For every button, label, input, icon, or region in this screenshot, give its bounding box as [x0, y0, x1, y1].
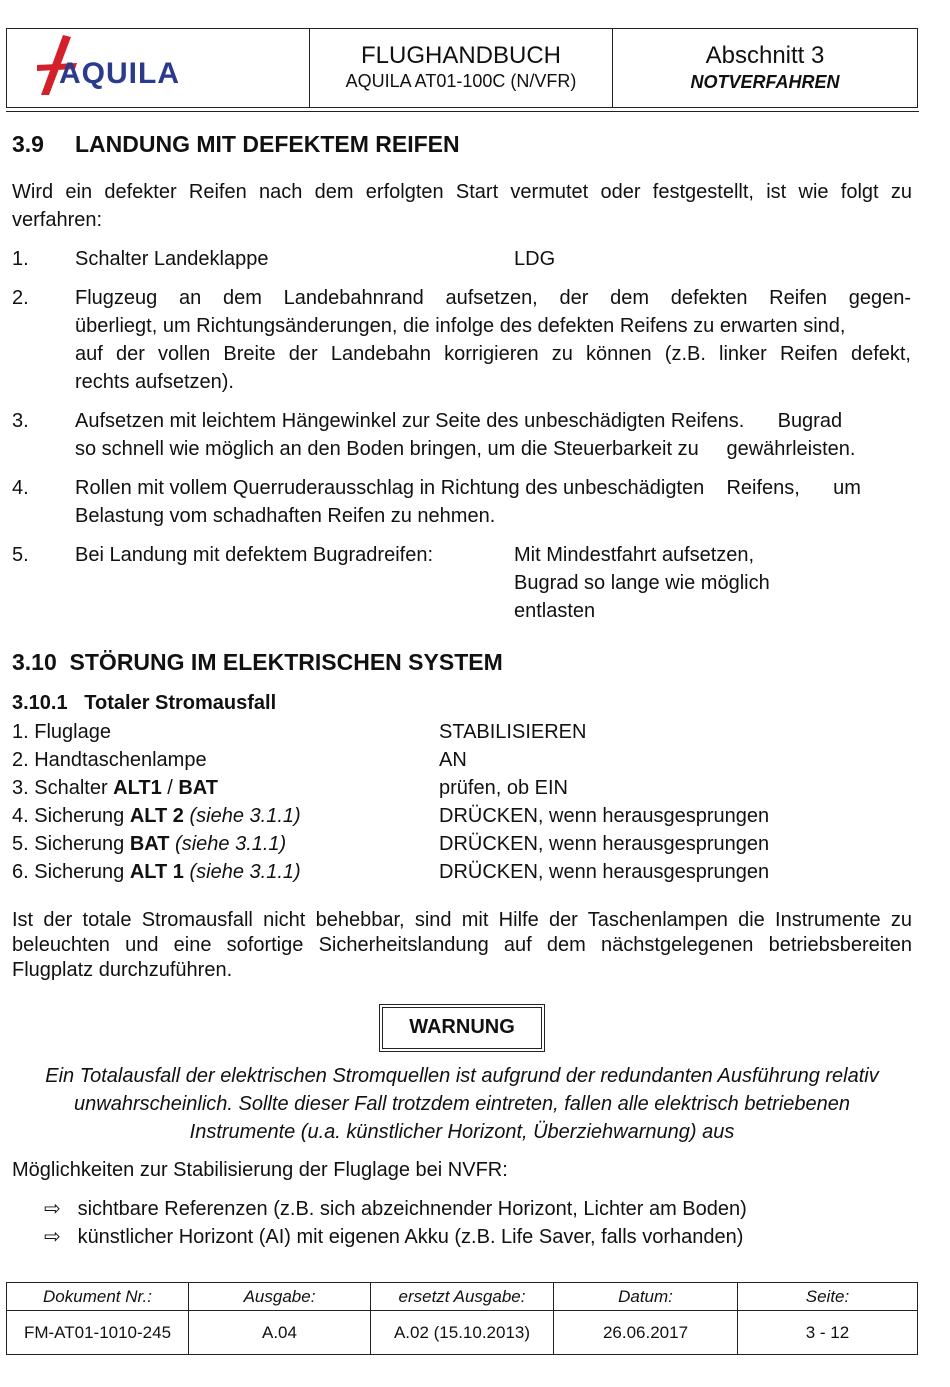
check-row-1-item: 1. Fluglage	[12, 721, 111, 743]
check-row-5-item: 5. Sicherung BAT (siehe 3.1.1)	[12, 833, 287, 855]
item-4-number: 4.	[12, 477, 29, 499]
item-3-line-1: Aufsetzen mit leichtem Hängewinkel zur Seite des unbeschädigten Reifens. Bugrad	[75, 410, 843, 432]
item-5-text: Bei Landung mit defektem Bugradreifen:	[75, 544, 433, 566]
footer-header-row	[7, 1283, 917, 1311]
option-1	[44, 1195, 747, 1223]
warning-text-line-1: Ein Totalausfall der elektrischen Stromquellen ist aufgrund der redundanten Ausführung relativ	[45, 1065, 879, 1087]
check-row-3-item: 3. Schalter ALT1 / BAT	[12, 777, 218, 799]
item-2-line-4: rechts aufsetzen).	[75, 371, 234, 393]
warning-text-line-3: Instrumente (u.a. künstlicher Horizont, Überziehwarnung) aus	[189, 1121, 735, 1143]
item-5-value-1: Mit Mindestfahrt aufsetzen,	[514, 544, 755, 566]
para-line-3: Flugplatz durchzuführen.	[12, 959, 233, 981]
footer-doc-label: Dokument Nr.:	[7, 1283, 189, 1310]
logo-cell	[7, 29, 310, 107]
check-row-4-value: DRÜCKEN, wenn herausgesprungen	[439, 805, 770, 827]
warning-text-line-2: unwahrscheinlich. Sollte dieser Fall trotzdem eintreten, fallen alle elektrisch betriebenen	[74, 1093, 850, 1115]
logo-text: AQUILA	[59, 57, 180, 90]
warning-box	[379, 1004, 545, 1052]
check-row-6-value: DRÜCKEN, wenn herausgesprungen	[439, 861, 770, 883]
section-name: NOTVERFAHREN	[690, 72, 840, 92]
item-2-line-2: überliegt, um Richtungsänderungen, die infolge des defekten Reifens zu erwarten sind,	[75, 315, 846, 337]
heading-3-10: 3.10 STÖRUNG IM ELEKTRISCHEN SYSTEM	[12, 649, 503, 675]
manual-subtitle: AQUILA AT01-100C (N/VFR)	[345, 71, 577, 91]
footer-page-label: Seite:	[805, 1287, 850, 1306]
page-footer	[6, 1282, 918, 1355]
item-1-number: 1.	[12, 248, 29, 270]
item-5-number: 5.	[12, 544, 29, 566]
option-2	[44, 1223, 743, 1251]
option-1-text: sichtbare Referenzen (z.B. sich abzeichnender Horizont, Lichter am Boden)	[77, 1198, 747, 1220]
item-1-value: LDG	[514, 248, 556, 270]
item-4-line-1: Rollen mit vollem Querruderausschlag in Richtung des unbeschädigten Reifens, um	[75, 477, 861, 499]
check-row-2-value: AN	[439, 749, 467, 771]
item-5-value-2: Bugrad so lange wie möglich	[514, 572, 770, 594]
para-line-1: Ist der totale Stromausfall nicht behebbar, sind mit Hilfe der Taschenlampen die Instrumente zu	[12, 909, 912, 931]
page-header	[6, 28, 918, 108]
arrow-right-icon: ⇨	[44, 1226, 61, 1248]
check-row-5-value: DRÜCKEN, wenn herausgesprungen	[439, 833, 770, 855]
manual-title: FLUGHANDBUCH	[360, 42, 561, 69]
heading-3-9: LANDUNG MIT DEFEKTEM REIFEN	[75, 131, 460, 157]
check-row-1-value: STABILISIEREN	[439, 721, 587, 743]
footer-date-value: 26.06.2017	[554, 1311, 738, 1354]
footer-date-label: Datum:	[554, 1283, 738, 1310]
item-4-line-2: Belastung vom schadhaften Reifen zu nehmen.	[75, 505, 496, 527]
intro-line-2: verfahren:	[12, 209, 103, 231]
arrow-right-icon: ⇨	[44, 1198, 61, 1220]
footer-issue-value: A.04	[189, 1311, 371, 1354]
para-line-2: beleuchten und eine sofortige Sicherheitslandung auf dem nächstgelegenen betriebsbereiten	[12, 934, 912, 956]
footer-replaces-value: A.02 (15.10.2013)	[371, 1311, 554, 1354]
section-number: Abschnitt 3	[705, 42, 825, 69]
check-row-6-item: 6. Sicherung ALT 1 (siehe 3.1.1)	[12, 861, 301, 883]
footer-value-row	[7, 1311, 917, 1354]
intro-line-1: Wird ein defekter Reifen nach dem erfolgten Start vermutet oder festgestellt, ist wie folgt zu	[12, 181, 912, 203]
title-cell	[310, 29, 613, 107]
item-2-line-1: Flugzeug an dem Landebahnrand aufsetzen, der dem defekten Reifen gegen-	[75, 287, 911, 309]
section-cell	[613, 29, 917, 107]
footer-doc-value: FM-AT01-1010-245	[7, 1311, 189, 1354]
check-row-4-item: 4. Sicherung ALT 2 (siehe 3.1.1)	[12, 805, 301, 827]
warning-label: WARNUNG	[409, 1016, 515, 1038]
options-intro: Möglichkeiten zur Stabilisierung der Fluglage bei NVFR:	[12, 1159, 508, 1181]
option-2-text: künstlicher Horizont (AI) mit eigenen Akku (z.B. Life Saver, falls vorhanden)	[77, 1226, 744, 1248]
item-2-number: 2.	[12, 287, 29, 309]
item-3-line-2: so schnell wie möglich an den Boden bringen, um die Steuerbarkeit zu gewährleisten.	[75, 438, 856, 460]
footer-page-value: 3 - 12	[805, 1323, 850, 1342]
item-1-text: Schalter Landeklappe	[75, 248, 269, 270]
footer-replaces-label: ersetzt Ausgabe:	[371, 1283, 554, 1310]
heading-3-9-number: 3.9	[12, 131, 44, 157]
item-3-number: 3.	[12, 410, 29, 432]
check-row-3-value: prüfen, ob EIN	[439, 777, 568, 799]
heading-3-10-1: 3.10.1 Totaler Stromausfall	[12, 692, 277, 714]
item-2-line-3: auf der vollen Breite der Landebahn korrigieren zu können (z.B. linker Reifen defekt,	[75, 343, 911, 365]
item-5-value-3: entlasten	[514, 600, 596, 622]
check-row-2-item: 2. Handtaschenlampe	[12, 749, 207, 771]
footer-issue-label: Ausgabe:	[189, 1283, 371, 1310]
